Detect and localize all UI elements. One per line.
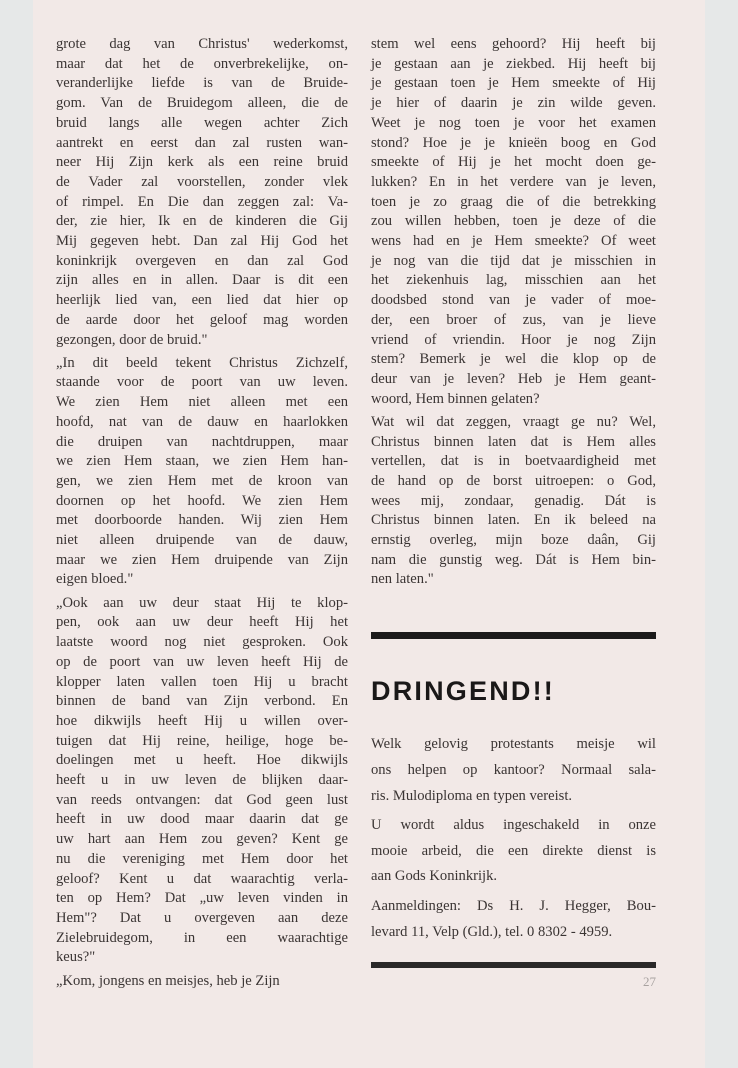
text-line: lukken? En in het verdere van je leven, bbox=[371, 173, 656, 190]
text-line: op de poort van uw leven heeft Hij de bbox=[56, 653, 348, 670]
paragraph bbox=[56, 354, 348, 590]
text-line: veranderlijke liefde is van de Bruide- bbox=[56, 75, 348, 92]
text-line: uw hart aan Hem zou geven? Kent ge bbox=[56, 831, 348, 848]
text-line: stond? Hoe je je knieën boog en God bbox=[371, 134, 656, 151]
text-line: binnen de band van Zijn verbond. En bbox=[56, 693, 348, 710]
text-line: der, een broer of zus, van je lieve bbox=[371, 311, 656, 328]
text-line: Zielebruidegom, in een waarachtige bbox=[56, 929, 348, 946]
text-line: eigen bloed." bbox=[56, 571, 134, 588]
text-line: ons helpen op kantoor? Normaal sala- bbox=[371, 761, 656, 778]
right-column bbox=[371, 35, 656, 594]
text-line: je nog van die tijd dat je misschien in bbox=[371, 252, 656, 269]
text-line: heeft u in uw leven de blijken daar- bbox=[56, 772, 348, 789]
paragraph bbox=[371, 413, 656, 590]
text-line: heeft in uw dood maar daarin dat ge bbox=[56, 811, 348, 828]
text-line: aantrekt en eerst dan zal rusten wan- bbox=[56, 134, 348, 151]
text-line: We zien Hem niet alleen met een bbox=[56, 394, 348, 411]
text-line: zijn alles en in allen. Daar is dit een bbox=[56, 272, 348, 289]
paragraph bbox=[371, 35, 656, 409]
text-line: Welk gelovig protestants meisje wil bbox=[371, 736, 656, 752]
text-line: Christus binnen laten. En ik beleed na bbox=[371, 512, 656, 529]
advertisement-headline: DRINGEND!! bbox=[371, 676, 555, 706]
text-line: wees mij, zondaar, genadig. Dát is bbox=[371, 492, 656, 509]
text-line: vriend of vriendin. Hoor je nog Zijn bbox=[371, 331, 656, 348]
text-line: de hand op de borst uitroepen: o God, bbox=[371, 472, 656, 489]
text-line: die druipen van nachtdruppen, maar bbox=[56, 433, 348, 450]
text-line: doornen op het hoofd. We zien Hem bbox=[56, 492, 348, 509]
text-line: de Vader zal voorstellen, zonder vlek bbox=[56, 173, 348, 190]
text-line: wens had en je Hem smeekte? Of weet bbox=[371, 233, 656, 250]
text-line: levard 11, Velp (Gld.), tel. 0 8302 - 4959. bbox=[371, 923, 613, 940]
text-line: Weet je nog toen je voor het examen bbox=[371, 114, 656, 131]
text-line: hoe dikwijls heeft Hij u willen over- bbox=[56, 712, 348, 729]
paragraph bbox=[56, 35, 348, 350]
text-line: keus?" bbox=[56, 949, 96, 966]
text-line: gen, we zien Hem met de kroon van bbox=[56, 472, 348, 489]
text-line: nu die vereniging met Hem door het bbox=[56, 850, 348, 867]
text-line: ten op Hem? Dat „uw leven vinden in bbox=[56, 890, 348, 907]
text-line: nam die gunstig weg. Dát is Hem bin- bbox=[371, 551, 656, 568]
text-line: Wat wil dat zeggen, vraagt ge nu? Wel, bbox=[371, 413, 656, 430]
text-line: geloof? Kent u dat waarachtig verla- bbox=[56, 870, 348, 887]
text-line: je gestaan toen je Hem smeekte of Hij bbox=[371, 75, 656, 92]
text-line: de aarde door het geloof mag worden bbox=[56, 311, 348, 328]
text-line: van reeds ontvangen: dat God geen lust bbox=[56, 791, 348, 808]
text-line: „Ook aan uw deur staat Hij te klop- bbox=[56, 594, 348, 611]
text-line: zou willen hebben, toen je deze of die bbox=[371, 213, 656, 230]
text-line: mooie arbeid, die een direkte dienst is bbox=[371, 842, 656, 859]
text-line: gom. Van de Bruidegom alleen, die de bbox=[56, 95, 348, 112]
text-line: maar dat het de onverbrekelijke, on- bbox=[56, 55, 348, 72]
text-line: pen, ook aan uw deur heeft Hij het bbox=[56, 614, 348, 631]
text-line: laatste woord nog niet gesproken. Ook bbox=[56, 634, 348, 651]
text-line: „In dit beeld tekent Christus Zichzelf, bbox=[56, 354, 348, 371]
text-line: ris. Mulodiploma en typen vereist. bbox=[371, 787, 573, 804]
paragraph bbox=[56, 594, 348, 968]
text-line: ernstig overleg, mijn boze daân, Gij bbox=[371, 532, 656, 549]
text-line: deur van je leven? Heb je Hem geant- bbox=[371, 370, 656, 387]
text-line: stem? Bemerk je wel die klop op de bbox=[371, 351, 656, 368]
page-number: 27 bbox=[643, 974, 656, 989]
text-line: met doorboorde handen. Wij zien Hem bbox=[56, 512, 348, 529]
text-line: vertellen, dat is in boetvaardigheid met bbox=[371, 453, 656, 470]
text-line: Christus binnen laten dat is Hem alles bbox=[371, 433, 656, 450]
text-line: neer Hij Zijn kerk als een reine bruid bbox=[56, 154, 348, 171]
text-line: Mij gegeven hebt. Dan zal Hij God het bbox=[56, 233, 348, 250]
text-line: doodsbed stond van je vader of moe- bbox=[371, 292, 656, 309]
text-line: tuigen dat Hij reine, heilige, hoge be- bbox=[56, 732, 348, 749]
text-line: het ziekenhuis lag, misschien aan het bbox=[371, 272, 656, 289]
left-column bbox=[56, 35, 348, 995]
text-line: aan Gods Koninkrijk. bbox=[371, 868, 498, 885]
text-line: „Kom, jongens en meisjes, heb je Zijn bbox=[56, 972, 280, 989]
paragraph bbox=[371, 813, 656, 890]
text-line: Aanmeldingen: Ds H. J. Hegger, Bou- bbox=[371, 897, 656, 914]
text-line: bruid langs alle wegen achter Zich bbox=[56, 114, 348, 131]
text-line: gezongen, door de bruid." bbox=[56, 331, 208, 348]
divider-rule-top bbox=[371, 632, 656, 639]
text-line: nen laten." bbox=[371, 571, 434, 588]
text-line: klopper laten vallen toen Hij u bracht bbox=[56, 673, 348, 690]
text-line: maar we zien Hem druipende van Zijn bbox=[56, 551, 348, 568]
paragraph bbox=[371, 732, 656, 809]
paragraph bbox=[371, 894, 656, 946]
text-line: heerlijk lied van, een lied dat hier op bbox=[56, 292, 348, 309]
text-line: hoofd, nat van de dauw en haarlokken bbox=[56, 413, 348, 430]
text-line: stem wel eens gehoord? Hij heeft bij bbox=[371, 36, 656, 52]
text-line: niet alleen druipende van de dauw, bbox=[56, 532, 348, 549]
text-line: staande voor de poort van uw leven. bbox=[56, 374, 348, 391]
text-line: je hier of daarin je zin wilde geven. bbox=[371, 95, 656, 112]
divider-rule-bottom bbox=[371, 962, 656, 968]
text-line: doelingen met u heeft. Hoe dikwijls bbox=[56, 752, 348, 769]
text-line: toen je zo graag die of die betrekking bbox=[371, 193, 656, 210]
advertisement-body bbox=[371, 732, 656, 949]
paragraph bbox=[56, 972, 348, 992]
text-line: je gestaan aan je ziekbed. Hij heeft bij bbox=[371, 55, 656, 72]
text-line: woord, Hem binnen gelaten? bbox=[371, 390, 540, 407]
text-line: smeekte of Hij je het mocht doen ge- bbox=[371, 154, 656, 171]
text-line: der, zie hier, Ik en de kinderen die Gij bbox=[56, 213, 348, 230]
text-line: Hem"? Dat u overgeven aan deze bbox=[56, 909, 348, 926]
text-line: grote dag van Christus' wederkomst, bbox=[56, 36, 348, 52]
text-line: of rimpel. En Die dan zeggen zal: Va- bbox=[56, 193, 348, 210]
text-line: we zien Hem staan, we zien Hem han- bbox=[56, 453, 348, 470]
text-line: koninkrijk overgeven en dan zal God bbox=[56, 252, 348, 269]
text-line: U wordt aldus ingeschakeld in onze bbox=[371, 816, 656, 833]
